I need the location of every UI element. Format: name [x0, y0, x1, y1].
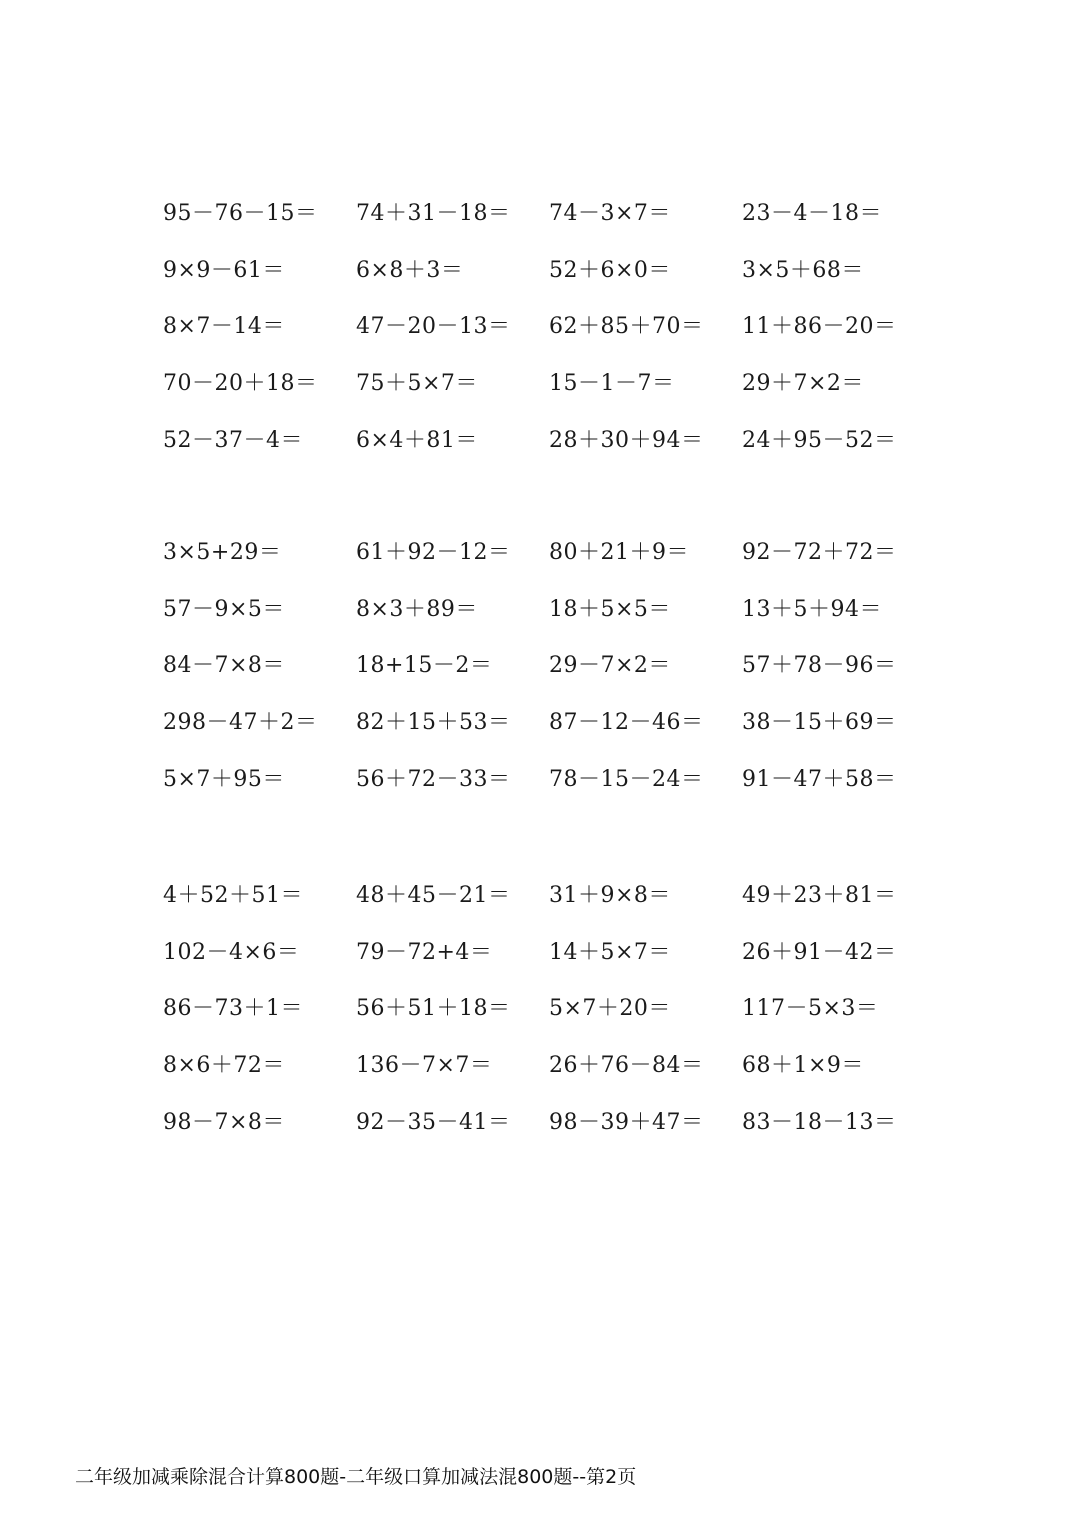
- problem: 136－7×7＝: [356, 1053, 493, 1079]
- problem: 70－20＋18＝: [163, 371, 318, 397]
- problem: 83－18－13＝: [742, 1110, 897, 1136]
- problem: 6×4＋81＝: [356, 428, 478, 454]
- problem: 23－4－18＝: [742, 200, 882, 226]
- problem: 3×5+29＝: [163, 539, 282, 565]
- problem: 8×3＋89＝: [356, 596, 478, 622]
- problem: 91－47＋58＝: [742, 767, 897, 793]
- problem-row: [163, 522, 963, 579]
- problem-row: [163, 353, 963, 410]
- problem: 74－3×7＝: [549, 200, 671, 226]
- problem: 80＋21＋9＝: [549, 539, 689, 565]
- problem: 38－15＋69＝: [742, 710, 897, 736]
- problem-row: [163, 636, 963, 693]
- problem: 92－72＋72＝: [742, 539, 897, 565]
- problem-row: [163, 297, 963, 354]
- problem: 57－9×5＝: [163, 596, 285, 622]
- problem-row: [163, 1035, 963, 1092]
- problem: 57＋78－96＝: [742, 653, 897, 679]
- problem: 26＋76－84＝: [549, 1053, 704, 1079]
- problem: 24＋95－52＝: [742, 428, 897, 454]
- problem: 87－12－46＝: [549, 710, 704, 736]
- problem: 15－1－7＝: [549, 371, 675, 397]
- problem: 28＋30＋94＝: [549, 428, 704, 454]
- problem: 4＋52＋51＝: [163, 882, 303, 908]
- page-footer: 二年级加减乘除混合计算800题-二年级口算加减法混800题--第2页: [75, 1466, 637, 1488]
- problem: 29－7×2＝: [549, 653, 671, 679]
- problem: 18+15－2＝: [356, 653, 493, 679]
- problem-group-3: [163, 865, 963, 1149]
- problem: 48＋45－21＝: [356, 882, 511, 908]
- problem: 11＋86－20＝: [742, 314, 897, 340]
- problem: 92－35－41＝: [356, 1110, 511, 1136]
- problem: 75＋5×7＝: [356, 371, 478, 397]
- problem-group-2: [163, 522, 963, 806]
- problem: 9×9－61＝: [163, 257, 285, 283]
- problem-row: [163, 1092, 963, 1149]
- problem: 52－37－4＝: [163, 428, 303, 454]
- problem: 298－47＋2＝: [163, 710, 318, 736]
- problem: 56＋72－33＝: [356, 767, 511, 793]
- problem-row: [163, 922, 963, 979]
- problem: 13＋5＋94＝: [742, 596, 882, 622]
- problem-row: [163, 692, 963, 749]
- problem: 14＋5×7＝: [549, 939, 671, 965]
- problem: 8×6＋72＝: [163, 1053, 285, 1079]
- problem: 86－73＋1＝: [163, 996, 303, 1022]
- problem: 31＋9×8＝: [549, 882, 671, 908]
- problem: 56＋51＋18＝: [356, 996, 511, 1022]
- problem-row: [163, 865, 963, 922]
- problem-row: [163, 183, 963, 240]
- problem: 29＋7×2＝: [742, 371, 864, 397]
- problem-row: [163, 749, 963, 806]
- problem: 82＋15＋53＝: [356, 710, 511, 736]
- problem: 98－39＋47＝: [549, 1110, 704, 1136]
- problem: 95－76－15＝: [163, 200, 318, 226]
- problem: 5×7＋95＝: [163, 767, 285, 793]
- problem: 102－4×6＝: [163, 939, 300, 965]
- problem: 3×5＋68＝: [742, 257, 864, 283]
- problem: 78－15－24＝: [549, 767, 704, 793]
- problem-row: [163, 579, 963, 636]
- problem: 61＋92－12＝: [356, 539, 511, 565]
- problem: 18＋5×5＝: [549, 596, 671, 622]
- problem: 98－7×8＝: [163, 1110, 285, 1136]
- problem: 84－7×8＝: [163, 653, 285, 679]
- problem: 5×7＋20＝: [549, 996, 671, 1022]
- problem: 6×8＋3＝: [356, 257, 464, 283]
- problem: 26＋91－42＝: [742, 939, 897, 965]
- problem: 62＋85＋70＝: [549, 314, 704, 340]
- problem: 74＋31－18＝: [356, 200, 511, 226]
- problem: 79－72+4＝: [356, 939, 493, 965]
- problem: 68＋1×9＝: [742, 1053, 864, 1079]
- problem-row: [163, 410, 963, 467]
- problem-row: [163, 240, 963, 297]
- problem: 8×7－14＝: [163, 314, 285, 340]
- problem-group-1: [163, 183, 963, 467]
- problem-row: [163, 979, 963, 1036]
- problem: 117－5×3＝: [742, 996, 879, 1022]
- problem: 47－20－13＝: [356, 314, 511, 340]
- problem: 52＋6×0＝: [549, 257, 671, 283]
- problem: 49＋23＋81＝: [742, 882, 897, 908]
